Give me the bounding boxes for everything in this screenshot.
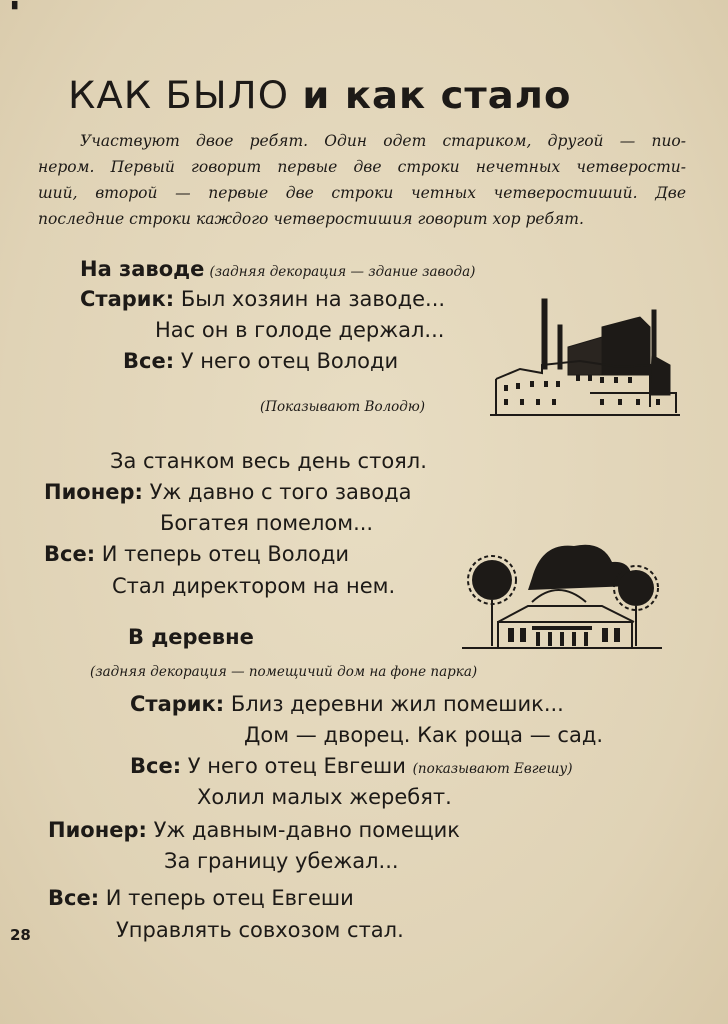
verse-line <box>155 318 444 342</box>
verse-line <box>123 349 398 373</box>
speaker-label: Старик: <box>80 287 175 311</box>
speaker-label: Все: <box>130 754 182 778</box>
intro-line-1: Участвуют двое ребят. Один одет стариком, другой — пио- <box>80 132 686 150</box>
speaker-label: Старик: <box>130 692 225 716</box>
section-2-note: (задняя декорация — помещичий дом на фоне парка) <box>90 664 478 680</box>
speaker-label: Пионер: <box>44 480 143 504</box>
page-title <box>68 74 571 117</box>
verse-line <box>164 849 399 873</box>
manor-house-illustration <box>462 538 666 656</box>
verse-text: Богатея помелом... <box>160 511 374 535</box>
section-1-note: (задняя декорация — здание завода) <box>209 264 476 280</box>
verse-line <box>80 287 445 311</box>
page-number: 28 <box>10 926 31 944</box>
verse-line <box>130 754 572 778</box>
title-part-2: и как стало <box>302 74 572 117</box>
verse-line <box>160 511 373 535</box>
stage-direction: (показывают Евгешу) <box>412 761 573 777</box>
speaker-label: Все: <box>44 542 96 566</box>
verse-line <box>116 918 404 942</box>
section-1-title: На заводе <box>80 257 205 281</box>
verse-line <box>48 818 460 842</box>
intro-line-2: нером. Первый говорит первые две строки нечетных четверости- <box>38 158 686 176</box>
intro-line-4: последние строки каждого четверостишия говорит хор ребят. <box>38 210 584 228</box>
speaker-label: Пионер: <box>48 818 147 842</box>
verse-line <box>197 785 452 809</box>
verse-text: Уж давным-давно помещик <box>153 818 460 842</box>
verse-text: Нас он в голоде держал... <box>155 318 445 342</box>
verse-text: Дом — дворец. Как роща — сад. <box>244 723 604 747</box>
verse-text: За границу убежал... <box>164 849 399 873</box>
verse-text: Был хозяин на заводе... <box>180 287 446 311</box>
verse-text: У него отец Володи <box>180 349 399 373</box>
verse-text: Управлять совхозом стал. <box>116 918 404 942</box>
verse-text: И теперь отец Евгеши <box>105 886 354 910</box>
verse-line <box>244 723 603 747</box>
title-part-1: КАК БЫЛО <box>68 74 290 117</box>
verse-line <box>110 449 427 473</box>
intro-line-3: ший, второй — первые две строки четных четверостиший. Две <box>38 184 686 202</box>
verse-line <box>48 886 354 910</box>
verse-text: Уж давно с того завода <box>149 480 412 504</box>
verse-line <box>44 480 412 504</box>
intro-paragraph <box>38 128 686 232</box>
corner-mark: ▘ <box>12 2 23 18</box>
verse-text: И теперь отец Володи <box>101 542 350 566</box>
section-heading-factory <box>80 257 475 281</box>
verse-line <box>130 692 564 716</box>
stage-direction: (Показывают Володю) <box>260 399 425 415</box>
verse-line <box>44 542 349 566</box>
speaker-label: Все: <box>48 886 100 910</box>
verse-text: Близ деревни жил помешик... <box>230 692 564 716</box>
verse-line <box>112 574 395 598</box>
verse-text: Стал директором на нем. <box>112 574 396 598</box>
verse-text: У него отец Евгеши <box>187 754 406 778</box>
factory-illustration <box>490 295 682 420</box>
speaker-label: Все: <box>123 349 175 373</box>
section-2-title: В деревне <box>128 625 254 649</box>
verse-text: За станком весь день стоял. <box>110 449 427 473</box>
verse-text: Холил малых жеребят. <box>197 785 452 809</box>
